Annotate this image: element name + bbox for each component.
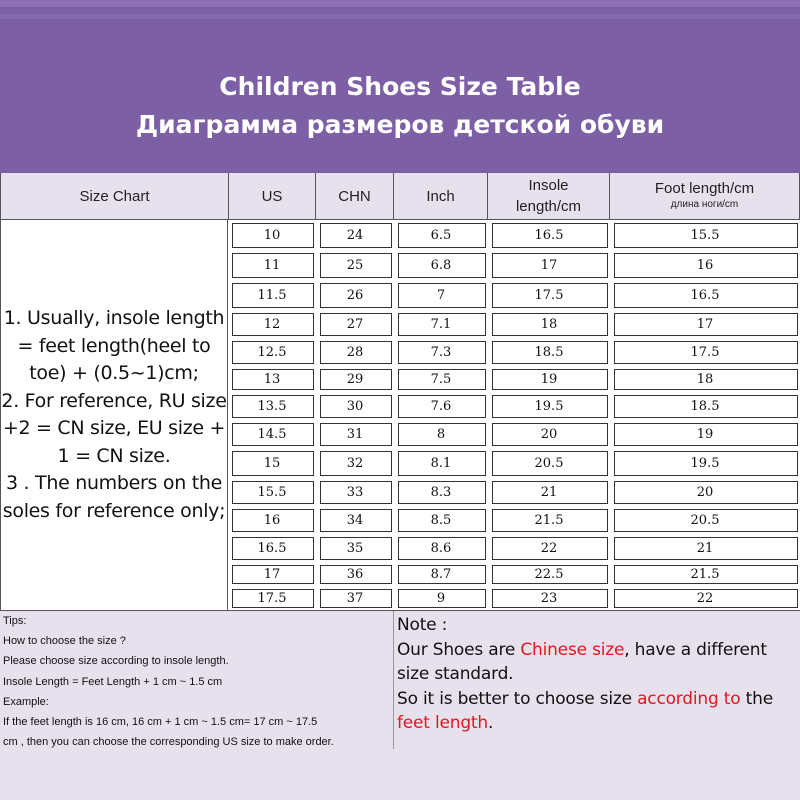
cell-value: 32 — [346, 455, 364, 471]
chn-cell — [316, 562, 394, 586]
cell-value: 30 — [346, 398, 364, 414]
note-panel — [397, 613, 797, 736]
foot-cell — [610, 366, 800, 392]
us-cell — [228, 392, 316, 420]
inch-cell — [394, 534, 488, 562]
table-row — [228, 392, 800, 420]
cell-value: 16.5 — [257, 540, 287, 556]
header-foot — [610, 173, 800, 220]
cell-value: 7 — [436, 287, 446, 303]
cell-value: 25 — [346, 257, 364, 273]
inch-cell — [394, 220, 488, 250]
cell-value: 17.5 — [534, 287, 564, 303]
size-note-line: 1 = CN size. — [57, 444, 171, 467]
us-cell — [228, 366, 316, 392]
cell-value: 15.5 — [257, 484, 287, 500]
cell-value: 7.6 — [430, 398, 452, 414]
size-note-line: 1. Usually, insole length — [3, 307, 225, 329]
us-cell — [228, 562, 316, 586]
cell-value: 17 — [696, 316, 714, 332]
cell-value: 11.5 — [257, 287, 287, 303]
header-insole — [488, 173, 610, 220]
cell-value: 33 — [346, 484, 364, 500]
cell-value: 24 — [346, 227, 364, 243]
header-insole-label: Insole length/cm — [515, 177, 582, 215]
note-text: Our Shoes are — [397, 639, 521, 660]
cell-value: 37 — [346, 590, 364, 606]
insole-cell — [488, 250, 610, 280]
size-table — [0, 173, 800, 610]
cell-value: 22.5 — [534, 566, 564, 582]
cell-value: 27 — [346, 316, 364, 332]
cell-value: 20 — [540, 426, 558, 442]
cell-value: 19 — [540, 371, 558, 387]
inch-cell — [394, 366, 488, 392]
note-paragraph-1 — [397, 638, 797, 687]
cell-value: 34 — [346, 512, 364, 528]
size-note-line: 3 . The numbers on the — [6, 472, 222, 494]
inch-cell — [394, 338, 488, 366]
table-row — [228, 448, 800, 478]
table-row — [228, 338, 800, 366]
us-cell — [228, 534, 316, 562]
title-english: Children Shoes Size Table — [219, 72, 581, 101]
header-foot-label: Foot length/cm — [654, 179, 755, 197]
cell-value: 28 — [346, 344, 364, 360]
cell-value: 12 — [263, 316, 281, 332]
us-cell — [228, 250, 316, 280]
foot-cell — [610, 586, 800, 610]
cell-value: 8.5 — [430, 512, 452, 528]
cell-value: 35 — [346, 540, 364, 556]
foot-cell — [610, 478, 800, 506]
cell-value: 23 — [540, 590, 558, 606]
cell-value: 9 — [436, 590, 446, 606]
cell-value: 6.8 — [430, 257, 452, 273]
foot-cell — [610, 534, 800, 562]
cell-value: 20.5 — [534, 455, 564, 471]
insole-cell — [488, 534, 610, 562]
chn-cell — [316, 392, 394, 420]
note-heading: Note : — [397, 615, 448, 635]
cell-value: 15 — [263, 455, 281, 471]
cell-value: 19.5 — [690, 455, 720, 471]
foot-cell — [610, 220, 800, 250]
cell-value: 13.5 — [257, 398, 287, 414]
note-text: . — [487, 713, 494, 733]
insole-cell — [488, 506, 610, 534]
insole-cell — [488, 392, 610, 420]
table-row — [228, 366, 800, 392]
cell-value: 22 — [540, 540, 558, 556]
cell-value: 10 — [263, 227, 281, 243]
us-cell — [228, 310, 316, 338]
size-note-line: = feet length(heel to — [17, 334, 211, 357]
insole-cell — [488, 366, 610, 392]
us-cell — [228, 448, 316, 478]
foot-cell — [610, 250, 800, 280]
tips-line: How to choose the size ? — [3, 635, 126, 648]
tips-line: Insole Length = Feet Length + 1 cm ~ 1.5 cm — [3, 675, 223, 688]
chn-cell — [316, 366, 394, 392]
cell-value: 26 — [346, 287, 364, 303]
cell-value: 29 — [346, 371, 364, 387]
cell-value: 6.5 — [430, 227, 452, 243]
inch-cell — [394, 392, 488, 420]
table-row — [228, 478, 800, 506]
tips-line: If the feet length is 16 cm, 16 cm + 1 cm ~ 1.5 cm= 17 cm ~ 17.5 — [3, 716, 318, 729]
tips-line: cm , then you can choose the corresponding US size to make order. — [3, 736, 334, 749]
banner-stripe — [0, 0, 800, 7]
foot-cell — [610, 420, 800, 448]
header-chn: CHN — [316, 173, 394, 220]
cell-value: 15.5 — [690, 227, 720, 243]
chn-cell — [316, 586, 394, 610]
cell-value: 7.1 — [430, 316, 452, 332]
us-cell — [228, 478, 316, 506]
cell-value: 12.5 — [257, 344, 287, 360]
inch-cell — [394, 250, 488, 280]
chn-cell — [316, 506, 394, 534]
cell-value: 20.5 — [690, 512, 720, 528]
insole-cell — [488, 448, 610, 478]
insole-cell — [488, 478, 610, 506]
table-row — [228, 250, 800, 280]
header-inch: Inch — [394, 173, 488, 220]
cell-value: 16.5 — [534, 227, 564, 243]
inch-cell — [394, 586, 488, 610]
inch-cell — [394, 420, 488, 448]
cell-value: 36 — [346, 566, 364, 582]
note-paragraph-2 — [397, 687, 797, 736]
size-notes-text — [1, 305, 226, 525]
note-highlight: Chinese size — [520, 639, 625, 660]
chn-cell — [316, 448, 394, 478]
chn-cell — [316, 220, 394, 250]
insole-cell — [488, 220, 610, 250]
cell-value: 21 — [540, 484, 558, 500]
chn-cell — [316, 338, 394, 366]
foot-cell — [610, 338, 800, 366]
foot-cell — [610, 392, 800, 420]
us-cell — [228, 586, 316, 610]
inch-cell — [394, 506, 488, 534]
inch-cell — [394, 310, 488, 338]
size-notes — [0, 220, 228, 610]
cell-value: 13 — [263, 371, 281, 387]
foot-cell — [610, 562, 800, 586]
header-foot-russian: длина ноги/cm — [670, 198, 739, 210]
insole-cell — [488, 420, 610, 448]
chn-cell — [316, 478, 394, 506]
inch-cell — [394, 562, 488, 586]
inch-cell — [394, 280, 488, 310]
note-text: So it is better to choose size — [397, 688, 638, 709]
table-row — [228, 310, 800, 338]
cell-value: 11 — [263, 257, 281, 273]
cell-value: 19.5 — [534, 398, 564, 414]
tips-line: Example: — [3, 695, 49, 708]
cell-value: 16 — [263, 512, 281, 528]
note-highlight: according to — [637, 688, 741, 709]
cell-value: 16 — [696, 257, 714, 273]
size-note-line: soles for reference only; — [2, 499, 226, 522]
insole-cell — [488, 586, 610, 610]
cell-value: 17 — [263, 566, 281, 582]
table-row — [228, 562, 800, 586]
cell-value: 21.5 — [534, 512, 564, 528]
tips-panel — [3, 611, 391, 752]
header-size-chart: Size Chart — [0, 173, 229, 220]
note-text: the — [740, 688, 773, 709]
note-text: , have a different size standard. — [397, 639, 767, 684]
foot-cell — [610, 448, 800, 478]
size-note-line: +2 = CN size, EU size + — [2, 417, 226, 439]
chn-cell — [316, 420, 394, 448]
insole-cell — [488, 310, 610, 338]
cell-value: 7.5 — [430, 371, 452, 387]
us-cell — [228, 280, 316, 310]
header-us: US — [229, 173, 316, 220]
cell-value: 17.5 — [257, 590, 287, 606]
cell-value: 21 — [696, 540, 714, 556]
cell-value: 8.3 — [430, 484, 452, 500]
cell-value: 17.5 — [690, 344, 720, 360]
chn-cell — [316, 310, 394, 338]
size-note-line: 2. For reference, RU size — [1, 389, 227, 412]
size-note-line: toe) + (0.5~1)cm; — [29, 362, 199, 384]
cell-value: 19 — [696, 426, 714, 442]
us-cell — [228, 506, 316, 534]
cell-value: 14.5 — [257, 426, 287, 442]
cell-value: 20 — [696, 484, 714, 500]
cell-value: 18.5 — [690, 398, 720, 414]
cell-value: 22 — [696, 590, 714, 606]
table-row — [228, 506, 800, 534]
chn-cell — [316, 250, 394, 280]
cell-value: 21.5 — [690, 566, 720, 582]
us-cell — [228, 220, 316, 250]
cell-value: 8.1 — [430, 455, 452, 471]
cell-value: 17 — [540, 257, 558, 273]
table-row — [228, 220, 800, 250]
table-row — [228, 534, 800, 562]
cell-value: 16.5 — [690, 287, 720, 303]
tips-line: Tips: — [3, 615, 27, 627]
note-highlight: feet length — [397, 713, 488, 733]
cell-value: 18 — [540, 316, 558, 332]
banner-stripe — [0, 14, 800, 19]
cell-value: 18.5 — [534, 344, 564, 360]
cell-value: 18 — [696, 371, 714, 387]
chn-cell — [316, 280, 394, 310]
inch-cell — [394, 478, 488, 506]
foot-cell — [610, 310, 800, 338]
cell-value: 31 — [346, 426, 364, 442]
table-row — [228, 280, 800, 310]
foot-cell — [610, 506, 800, 534]
info-section — [0, 610, 800, 800]
cell-value: 8 — [436, 426, 446, 442]
insole-cell — [488, 562, 610, 586]
us-cell — [228, 338, 316, 366]
inch-cell — [394, 448, 488, 478]
foot-cell — [610, 280, 800, 310]
title-banner — [0, 0, 800, 173]
tips-line: Please choose size according to insole length. — [3, 655, 229, 668]
title-russian: Диаграмма размеров детской обуви — [135, 110, 665, 139]
divider — [393, 611, 394, 749]
insole-cell — [488, 280, 610, 310]
table-row — [228, 586, 800, 610]
chn-cell — [316, 534, 394, 562]
cell-value: 8.7 — [430, 566, 452, 582]
insole-cell — [488, 338, 610, 366]
cell-value: 7.3 — [430, 344, 452, 360]
us-cell — [228, 420, 316, 448]
cell-value: 8.6 — [430, 540, 452, 556]
table-row — [228, 420, 800, 448]
